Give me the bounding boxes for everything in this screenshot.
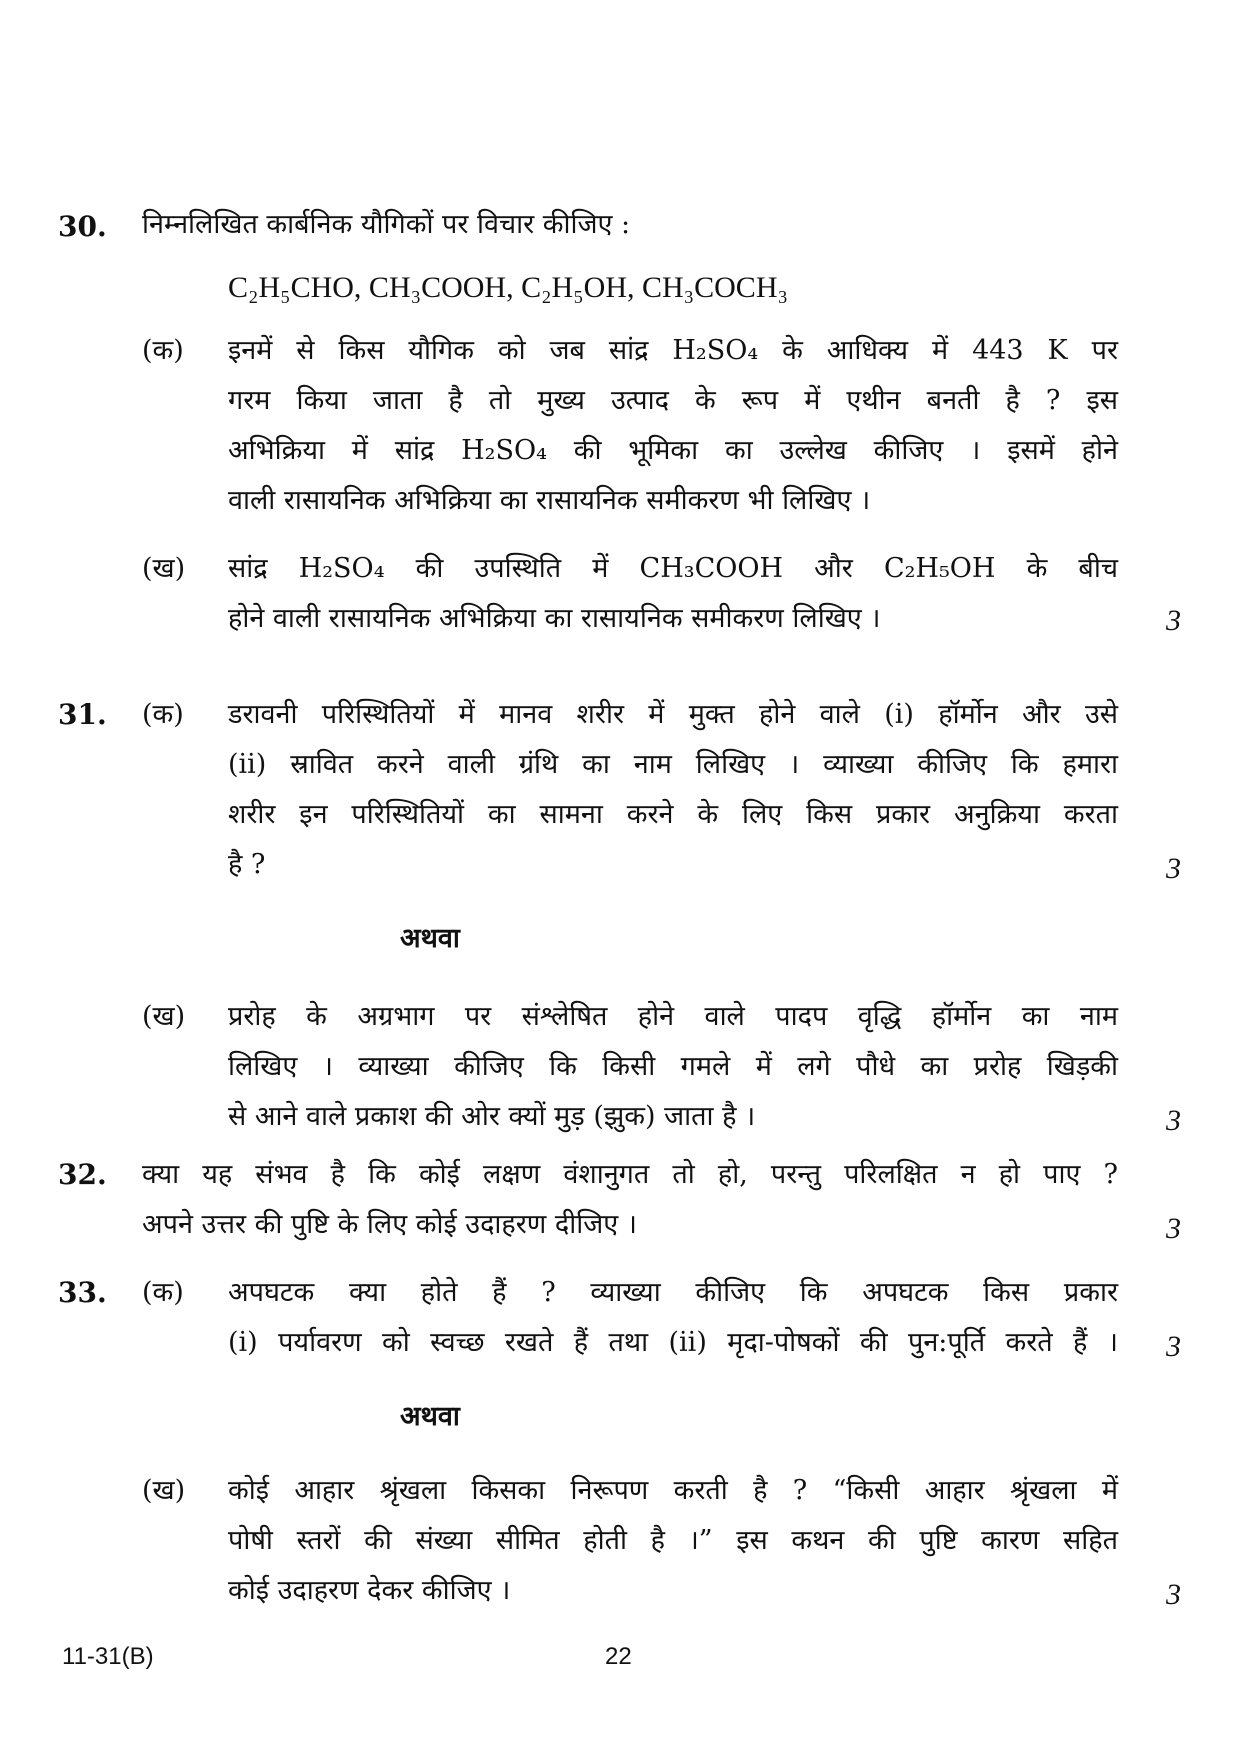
question-33a-line-2: (i) पर्यावरण को स्वच्छ रखते हैं तथा (ii) मृदा-पोषकों की पुन:पूर्ति करते हैं ।: [228, 1327, 1118, 1358]
question-31-or: अथवा: [400, 923, 460, 954]
question-31b-line-2: लिखिए । व्याख्या कीजिए कि किसी गमले में लगे पौधे का प्ररोह खिड़की: [228, 1051, 1118, 1082]
question-33a-label: (क): [142, 1277, 184, 1308]
question-31a-line-4: है ?: [228, 849, 266, 880]
question-32-line-2: अपने उत्तर की पुष्टि के लिए कोई उदाहरण दीजिए ।: [142, 1209, 638, 1240]
question-33a-line-1: अपघटक क्या होते हैं ? व्याख्या कीजिए कि अपघटक किस प्रकार: [228, 1277, 1118, 1308]
question-31a-line-1: डरावनी परिस्थितियों में मानव शरीर में मुक्त होने वाले (i) हॉर्मोन और उसे: [228, 699, 1118, 730]
question-30-formula: C₂H₅CHO, CH₃COOH, C₂H₅OH, CH₃COCH₃: [228, 271, 788, 304]
footer-page-number: 22: [605, 1643, 632, 1670]
question-30b-line-2: होने वाली रासायनिक अभिक्रिया का रासायनिक समीकरण लिखिए ।: [228, 603, 881, 634]
question-30b-label: (ख): [142, 553, 186, 584]
question-31a-marks: 3: [1166, 852, 1181, 885]
question-31b-line-1: प्ररोह के अग्रभाग पर संश्लेषित होने वाले पादप वृद्धि हॉर्मोन का नाम: [228, 1001, 1118, 1032]
question-32-line-1: क्या यह संभव है कि कोई लक्षण वंशानुगत तो हो, परन्तु परिलक्षित न हो पाए ?: [142, 1159, 1118, 1190]
question-30b-line-1: सांद्र H₂SO₄ की उपस्थिति में CH₃COOH और C₂H₅OH के बीच: [228, 553, 1118, 584]
question-30-marks: 3: [1166, 604, 1181, 637]
question-33b-line-1: कोई आहार श्रृंखला किसका निरूपण करती है ? “किसी आहार श्रृंखला में: [228, 1475, 1118, 1506]
question-32-marks: 3: [1166, 1212, 1181, 1245]
question-30a-line-4: वाली रासायनिक अभिक्रिया का रासायनिक समीकरण भी लिखिए ।: [228, 485, 871, 516]
question-31a-label: (क): [142, 699, 184, 730]
question-31-number: 31.: [58, 698, 107, 731]
question-30a-line-1: इनमें से किस यौगिक को जब सांद्र H₂SO₄ के आधिक्य में 443 K पर: [228, 335, 1118, 366]
question-33a-marks: 3: [1166, 1330, 1181, 1363]
question-30a-line-3: अभिक्रिया में सांद्र H₂SO₄ की भूमिका का उल्लेख कीजिए । इसमें होने: [228, 435, 1118, 466]
question-31b-line-3: से आने वाले प्रकाश की ओर क्यों मुड़ (झुक) जाता है ।: [228, 1101, 756, 1132]
question-33b-line-2: पोषी स्तरों की संख्या सीमित होती है ।” इस कथन की पुष्टि कारण सहित: [228, 1525, 1118, 1556]
question-33b-marks: 3: [1166, 1578, 1181, 1611]
question-33b-label: (ख): [142, 1475, 186, 1506]
question-33-or: अथवा: [400, 1401, 460, 1432]
question-31b-label: (ख): [142, 1001, 186, 1032]
question-30-number: 30.: [58, 210, 107, 243]
question-31a-line-3: शरीर इन परिस्थितियों का सामना करने के लिए किस प्रकार अनुक्रिया करता: [228, 799, 1118, 830]
question-30a-label: (क): [142, 335, 184, 366]
question-31b-marks: 3: [1166, 1104, 1181, 1137]
question-32-number: 32.: [58, 1158, 107, 1191]
question-30-intro: निम्नलिखित कार्बनिक यौगिकों पर विचार कीजिए :: [142, 209, 631, 240]
question-33b-line-3: कोई उदाहरण देकर कीजिए ।: [228, 1575, 511, 1606]
question-33-number: 33.: [58, 1276, 107, 1309]
question-30a-line-2: गरम किया जाता है तो मुख्य उत्पाद के रूप में एथीन बनती है ? इस: [228, 385, 1118, 416]
question-31a-line-2: (ii) स्रावित करने वाली ग्रंथि का नाम लिखिए । व्याख्या कीजिए कि हमारा: [228, 749, 1118, 780]
footer-paper-code: 11-31(B): [62, 1643, 154, 1670]
